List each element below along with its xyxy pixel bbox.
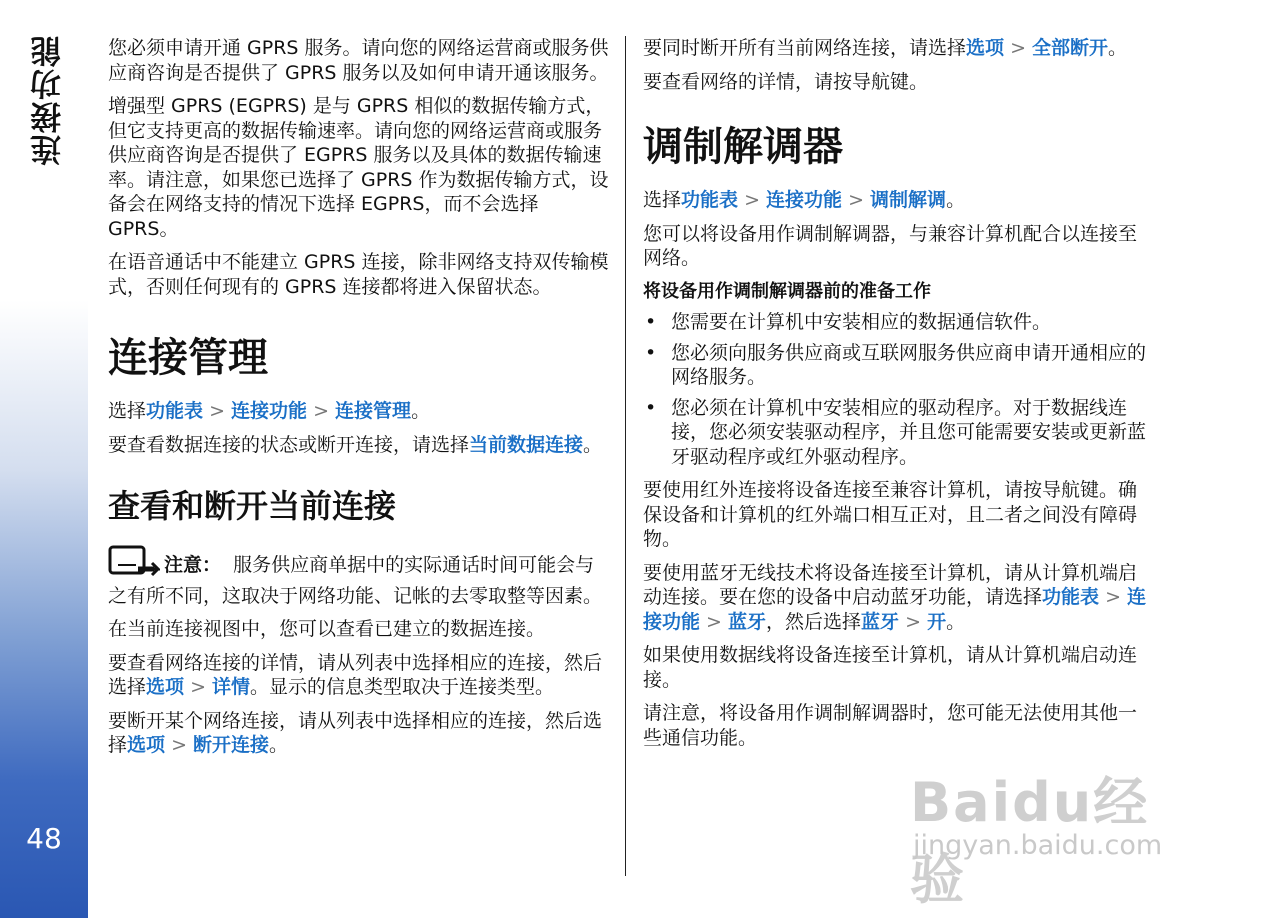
right-column [643,36,1149,759]
heading-modem: 调制解调器 [643,124,843,170]
paragraph: 要查看网络的详情，请按导航键。 [643,70,929,93]
bullet: • [645,341,657,364]
nav-separator: > [165,734,194,756]
section-title: 连接功能 [31,34,67,166]
text: 要同时断开所有当前网络连接，请选择 [643,37,967,59]
paragraph: 您可以将设备用作调制解调器，与兼容计算机配合以连接至网络。 [643,222,1138,269]
subheading: 将设备用作调制解调器前的准备工作 [643,280,931,302]
text: 要查看数据连接的状态或断开连接，请选择 [108,433,470,456]
paragraph [108,709,612,758]
bullet: • [645,396,657,419]
link-modem[interactable]: 调制解调 [870,189,947,211]
link-connectivity[interactable]: 连接功能 [231,400,308,422]
nav-prefix: 选择 [643,189,682,211]
link-bluetooth[interactable]: 蓝牙 [861,610,900,633]
link-menu[interactable]: 功能表 [1042,586,1100,608]
paragraph: 增强型 GPRS (EGPRS) 是与 GPRS 相似的数据传输方式，但它支持更高的数据传输速率。请向您的网络运营商或服务供应商咨询是否提供了 EGPRS 服务以及具体的数据传输速率。请注意，如果您已选择了 GPRS 作为数据传输方式，设备会在网络支持的情况下选择 EGPRS，而不会选择 GPRS。 [108,95,609,240]
paragraph [643,561,1149,635]
nav-suffix: 。 [411,400,431,422]
nav-separator: > [307,400,336,422]
heading-connection-manager: 连接管理 [108,335,268,381]
nav-separator: > [1004,37,1033,59]
text: 。 [269,734,289,756]
nav-suffix: 。 [946,189,966,211]
link-connection-manager[interactable]: 连接管理 [335,400,412,422]
nav-separator: > [899,610,928,633]
text: 要使用蓝牙无线技术将设备连接至计算机，请从计算机端启动连接。要在您的设备中启动蓝牙功能，请选择 [643,561,1138,608]
nav-separator: > [842,189,871,211]
paragraph: 在当前连接视图中，您可以查看已建立的数据连接。 [108,618,546,640]
text: 。显示的信息类型取决于连接类型。 [250,676,555,698]
paragraph: 您必须申请开通 GPRS 服务。请向您的网络运营商或服务供应商咨询是否提供了 GPRS 服务以及如何申请开通该服务。 [108,37,609,84]
list-item [643,341,1149,390]
nav-prefix: 选择 [108,400,147,422]
link-on[interactable]: 开 [927,610,947,633]
link-menu[interactable]: 功能表 [146,400,204,422]
bullet: • [645,311,657,333]
nav-path [108,399,612,424]
link-options[interactable]: 选项 [966,37,1005,59]
text: ，然后选择 [766,610,862,633]
paragraph [643,36,1149,61]
list-item [643,396,1149,470]
link-disconnect-all[interactable]: 全部断开 [1032,37,1109,59]
text: 要断开某个网络连接，请从列表中选择相应的连接，然后选择 [108,709,603,756]
sidebar [0,0,88,918]
nav-separator: > [738,189,767,211]
paragraph: 要使用红外连接将设备连接至兼容计算机，请按导航键。确保设备和计算机的红外端口相互正对，且二者之间没有障碍物。 [643,479,1138,550]
paragraph [108,433,612,458]
list-item-text: 您必须向服务供应商或互联网服务供应商申请开通相应的网络服务。 [671,341,1147,388]
nav-separator: > [700,610,729,633]
paragraph: 如果使用数据线将设备连接至计算机，请从计算机端启动连接。 [643,644,1138,691]
text: 。 [583,433,603,456]
heading-view-and-end: 查看和断开当前连接 [108,487,397,525]
nav-separator: > [203,400,232,422]
note-label: 注意： [164,554,222,576]
link-disconnect[interactable]: 断开连接 [193,734,270,756]
link-bluetooth[interactable]: 蓝牙 [728,610,767,633]
link-connectivity[interactable]: 连接功能 [643,586,1147,633]
link-details[interactable]: 详情 [212,676,251,698]
watermark-url: jingyan.baidu.com [913,830,1163,861]
nav-separator: > [184,676,213,698]
watermark [905,730,1205,911]
nav-separator: > [1099,586,1128,608]
left-column [108,36,612,767]
link-options[interactable]: 选项 [127,734,166,756]
link-active-data-connections[interactable]: 当前数据连接 [469,433,584,456]
link-options[interactable]: 选项 [146,676,185,698]
note-text: 服务供应商单据中的实际通话时间可能会与之有所不同，这取决于网络功能、记帐的去零取整等因素。 [108,554,603,607]
paragraph: 请注意，将设备用作调制解调器时，您可能无法使用其他一些通信功能。 [643,702,1138,749]
note-icon [108,543,160,584]
list-item-text: 您必须在计算机中安装相应的驱动程序。对于数据线连接，您必须安装驱动程序，并且您可能需要安装或更新蓝牙驱动程序或红外驱动程序。 [671,396,1147,468]
column-divider [625,36,626,876]
watermark-logo: Baidu经验 [910,771,1150,911]
bullet-list [643,310,1149,469]
paragraph [108,651,612,700]
link-menu[interactable]: 功能表 [681,189,739,211]
text: 。 [946,610,966,633]
link-connectivity[interactable]: 连接功能 [766,189,843,211]
page-number: 48 [26,822,62,855]
list-item [643,310,1149,335]
nav-path [643,188,1149,213]
note [108,543,612,608]
list-item-text: 您需要在计算机中安装相应的数据通信软件。 [671,311,1052,333]
paragraph: 在语音通话中不能建立 GPRS 连接，除非网络支持双传输模式，否则任何现有的 GPRS 连接都将进入保留状态。 [108,251,609,298]
text: 。 [1108,37,1128,59]
text: 要查看网络连接的详情，请从列表中选择相应的连接，然后选择 [108,651,603,698]
